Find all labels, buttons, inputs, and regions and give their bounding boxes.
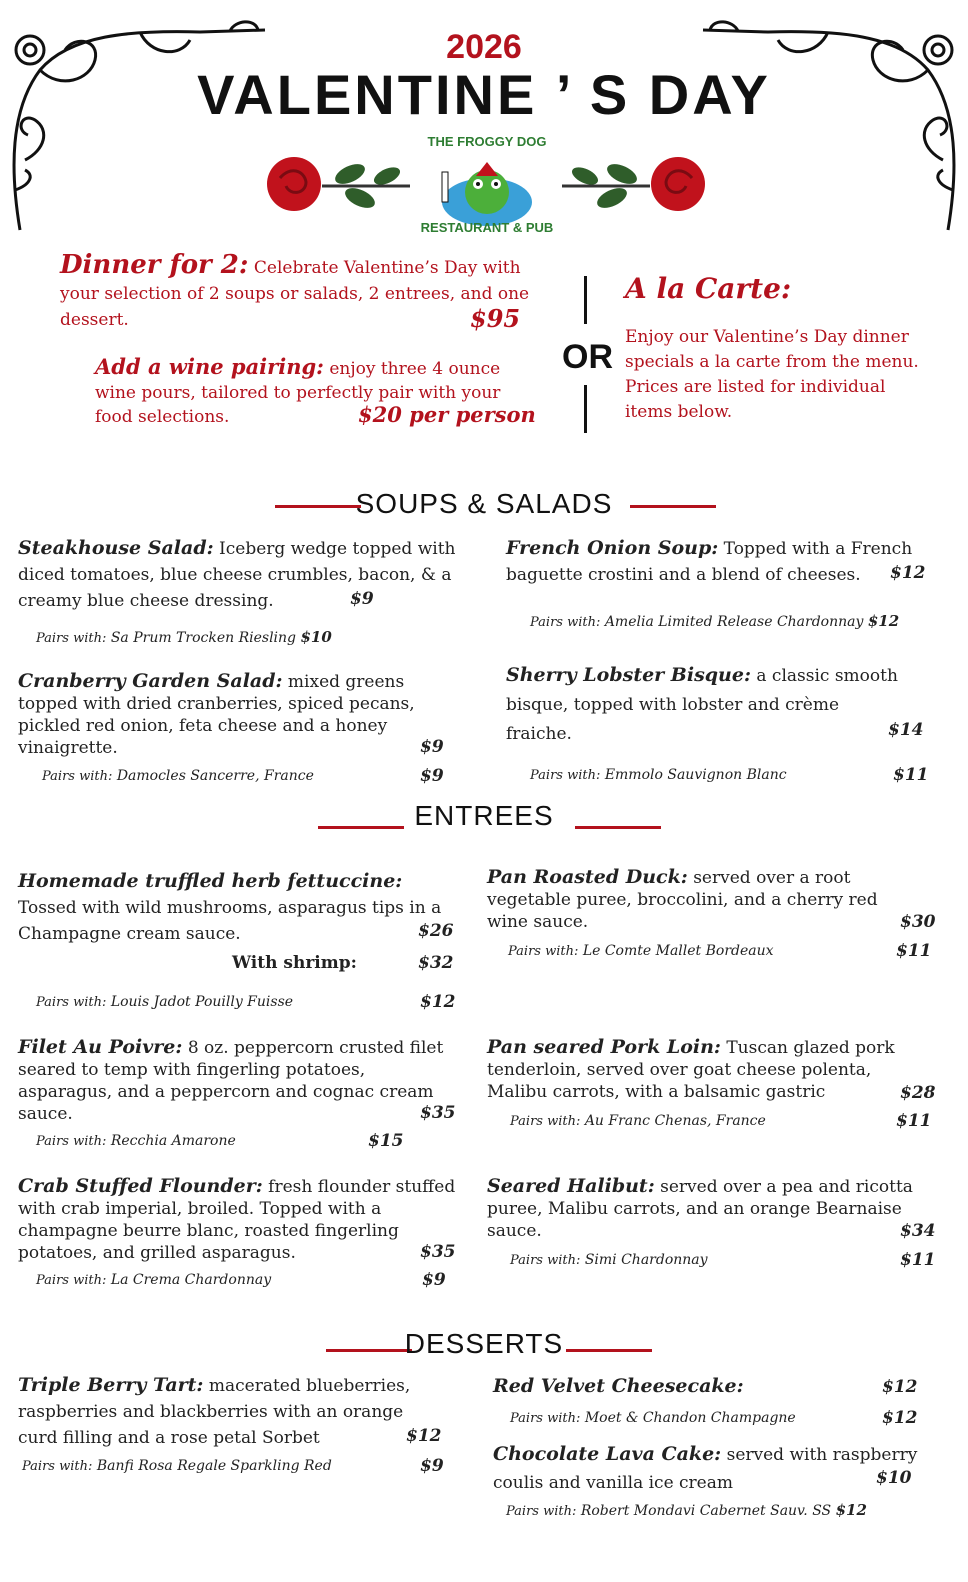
menu-item-french-onion-soup	[506, 535, 936, 588]
a-la-carte-text: Enjoy our Valentine’s Day dinner specials a la carte from the menu. Prices are listed for individual items below.	[625, 327, 919, 422]
or-divider-top	[584, 276, 587, 324]
item-name: Sherry Lobster Bisque:	[506, 664, 751, 686]
restaurant-logo	[412, 132, 562, 240]
menu-item-truffled-fettuccine	[18, 868, 458, 947]
menu-item-filet-au-poivre	[18, 1036, 458, 1125]
wine-price: $12	[882, 1408, 918, 1428]
logo-top-text: THE FROGGY DOG	[427, 134, 547, 149]
item-name: Homemade truffled herb fettuccine:	[18, 870, 403, 892]
wine-pairing-line: Pairs with: Emmolo Sauvignon Blanc	[530, 767, 787, 783]
item-name: Steakhouse Salad:	[18, 537, 214, 559]
section-desserts: DESSERTS	[404, 1328, 564, 1359]
item-name: Pan Roasted Duck:	[487, 866, 688, 888]
wine-pairing-line: Pairs with: Damocles Sancerre, France	[42, 768, 314, 784]
dinner-for-two-block	[60, 252, 530, 333]
item-desc: Topped with a French baguette crostini and a blend of cheeses.	[506, 539, 913, 585]
wine-price: $15	[368, 1131, 404, 1151]
item-name: Seared Halibut:	[487, 1175, 655, 1197]
rose-left-icon	[262, 148, 412, 220]
item-name: Red Velvet Cheesecake:	[493, 1375, 744, 1397]
wine-pairing-line: Pairs with: Banfi Rosa Regale Sparkling Red	[22, 1458, 332, 1474]
item-desc: macerated blueberries, raspberries and blackberries with an orange curd filling and a rose petal Sorbet	[18, 1376, 411, 1448]
item-price: $9	[350, 589, 374, 609]
item-desc: Iceberg wedge topped with diced tomatoes, blue cheese crumbles, bacon, & a creamy blue cheese dressing.	[18, 539, 456, 611]
wine-pairing-line: Pairs with: Recchia Amarone	[36, 1133, 236, 1149]
wine-price: $9	[422, 1270, 446, 1290]
shrimp-price: $32	[418, 953, 454, 973]
item-name: Cranberry Garden Salad:	[18, 670, 283, 692]
item-name: French Onion Soup:	[506, 537, 719, 559]
a-la-carte-heading: A la Carte:	[625, 272, 792, 305]
wine-price: $12	[420, 992, 456, 1012]
item-name: Crab Stuffed Flounder:	[18, 1175, 263, 1197]
dinner-for-two-heading: Dinner for 2:	[60, 250, 249, 280]
menu-item-crab-stuffed-flounder	[18, 1175, 463, 1264]
menu-item-cranberry-salad	[18, 670, 453, 759]
section-rule-right	[575, 826, 661, 829]
item-name: Chocolate Lava Cake:	[493, 1443, 722, 1465]
item-price: $28	[900, 1083, 936, 1103]
wine-pairing-line: Pairs with: Au Franc Chenas, France	[510, 1113, 766, 1129]
wine-price: $11	[900, 1250, 936, 1270]
dinner-for-two-text: Celebrate Valentine’s Day with your selection of 2 soups or salads, 2 entrees, and one dessert.	[60, 258, 530, 330]
wine-price: $11	[896, 1111, 932, 1131]
wine-pairing-line: Pairs with: Le Comte Mallet Bordeaux	[508, 943, 774, 959]
item-price: $34	[900, 1221, 936, 1241]
item-price: $35	[420, 1242, 456, 1262]
item-desc: mixed greens topped with dried cranberries, spiced pecans, pickled red onion, feta cheese and a honey vinaigrette.	[18, 672, 415, 758]
menu-year: 2026	[446, 28, 522, 66]
menu-item-pork-loin	[487, 1036, 907, 1103]
item-price: $12	[890, 563, 926, 583]
wine-pairing-heading: Add a wine pairing:	[95, 354, 324, 379]
item-price: $14	[888, 720, 924, 740]
item-desc: served over a pea and ricotta puree, Malibu carrots, and an orange Bearnaise sauce.	[487, 1177, 913, 1241]
item-desc: Tossed with wild mushrooms, asparagus tips in a Champagne cream sauce.	[18, 898, 442, 944]
wine-pairing-line: Pairs with: Moet & Chandon Champagne	[510, 1410, 796, 1426]
wine-pairing-price: $20 per person	[358, 402, 536, 427]
item-price: $9	[420, 737, 444, 757]
wine-pairing-line: Pairs with: La Crema Chardonnay	[36, 1272, 272, 1288]
wine-pairing-line: Pairs with: Sa Prum Trocken Riesling $10	[36, 628, 332, 646]
wine-price: $9	[420, 1456, 444, 1476]
item-price: $35	[420, 1103, 456, 1123]
or-label: OR	[562, 338, 613, 376]
wine-pairing-line: Pairs with: Louis Jadot Pouilly Fuisse	[36, 994, 294, 1010]
menu-title: VALENTINE ’ S DAY	[197, 63, 771, 126]
wine-price: $9	[420, 766, 444, 786]
item-name: Pan seared Pork Loin:	[487, 1036, 721, 1058]
item-price: $10	[876, 1468, 912, 1488]
dinner-for-two-price: $95	[470, 304, 521, 333]
item-price: $12	[406, 1426, 442, 1446]
menu-item-lobster-bisque	[506, 661, 906, 749]
rose-right-icon	[560, 148, 710, 220]
menu-item-pan-roasted-duck	[487, 866, 907, 933]
item-desc: 8 oz. peppercorn crusted filet seared to temp with fingerling potatoes, asparagus, and a peppercorn and cognac cream sauce.	[18, 1038, 444, 1124]
wine-pairing-text: enjoy three 4 ounce wine pours, tailored to perfectly pair with your food selections.	[95, 359, 501, 427]
wine-pairing-line: Pairs with: Simi Chardonnay	[510, 1252, 708, 1268]
item-desc: served with raspberry coulis and vanilla ice cream	[493, 1445, 918, 1493]
menu-item-steakhouse-salad	[18, 535, 458, 614]
wine-price: $11	[896, 941, 932, 961]
section-entrees: ENTREES	[414, 800, 554, 831]
wine-pairing-line: Pairs with: Amelia Limited Release Chardonnay $12	[530, 612, 900, 630]
section-rule-right	[566, 1349, 652, 1352]
item-desc: fresh flounder stuffed with crab imperial, broiled. Topped with a champagne beurre blanc, roasted fingerling potatoes, and grilled asparagus.	[18, 1177, 456, 1263]
item-price: $26	[418, 921, 454, 941]
section-rule-right	[630, 505, 716, 508]
item-desc: Tuscan glazed pork tenderloin, served over goat cheese polenta, Malibu carrots, with a balsamic gastric	[487, 1038, 895, 1102]
section-soups-salads: SOUPS & SALADS	[355, 488, 613, 519]
wine-pairing-line: Pairs with: Robert Mondavi Cabernet Sauv. SS $12	[506, 1501, 867, 1519]
wine-price: $11	[893, 765, 929, 785]
item-name: Filet Au Poivre:	[18, 1036, 183, 1058]
item-name: Triple Berry Tart:	[18, 1374, 204, 1396]
item-desc: a classic smooth bisque, topped with lobster and crème fraiche.	[506, 666, 898, 744]
menu-item-chocolate-lava-cake	[493, 1440, 923, 1497]
shrimp-label: With shrimp:	[232, 953, 357, 973]
menu-item-red-velvet-cheesecake	[493, 1375, 793, 1398]
item-price: $30	[900, 912, 936, 932]
item-price: $12	[882, 1377, 918, 1397]
or-divider-bottom	[584, 385, 587, 433]
menu-item-triple-berry-tart	[18, 1372, 448, 1451]
logo-bottom-text: RESTAURANT & PUB	[420, 220, 554, 235]
item-desc: served over a root vegetable puree, broccolini, and a cherry red wine sauce.	[487, 868, 878, 932]
menu-item-seared-halibut	[487, 1175, 932, 1242]
